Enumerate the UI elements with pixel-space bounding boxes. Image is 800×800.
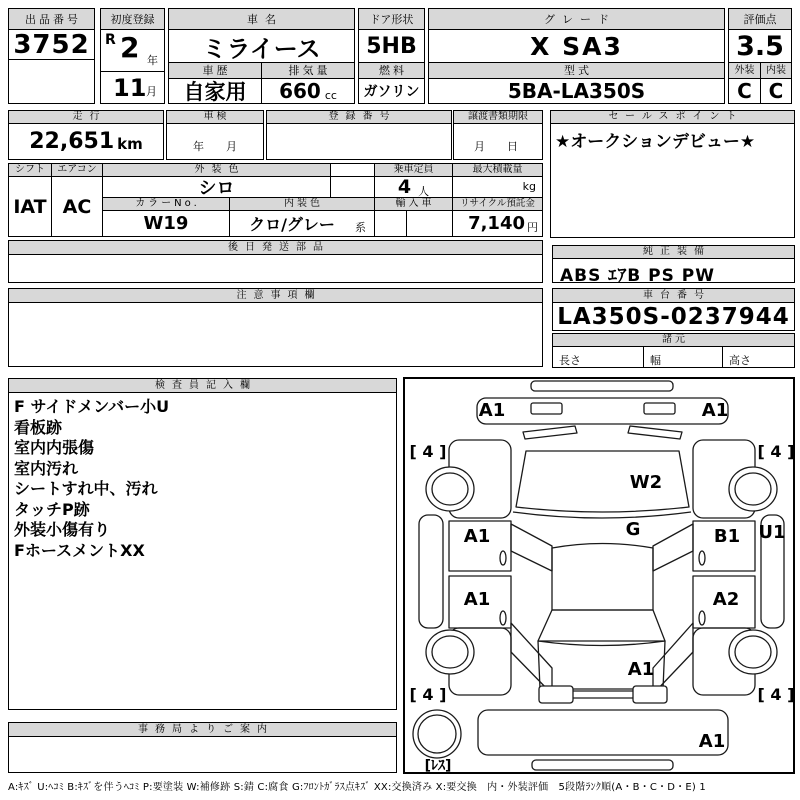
capacity-value-cell xyxy=(374,176,453,198)
interior-grade-header: 内装 xyxy=(760,62,792,79)
damage-marker-rear-door-right: A2 xyxy=(712,589,740,610)
mileage-value: 22,651 xyxy=(29,129,115,154)
import-header: 輸入車 xyxy=(374,197,453,211)
wheel-rear-right-icon xyxy=(729,630,777,674)
damage-marker-front-door-left: A1 xyxy=(463,526,491,547)
exterior-grade-value: C xyxy=(728,78,761,104)
damage-marker-rear-door-left: A1 xyxy=(463,589,491,610)
headlight-left-icon xyxy=(531,403,562,414)
transfer-deadline-value-cell xyxy=(453,123,543,160)
displacement-header: 排気量 xyxy=(261,62,355,79)
spec-length-label: 長さ xyxy=(559,354,581,367)
front-panel xyxy=(477,398,728,424)
spec-length-cell xyxy=(552,346,644,368)
damage-marker-hatch: A1 xyxy=(627,659,655,680)
inspector-note-line: シートすれ中、汚れ xyxy=(14,479,158,498)
door-handle-icon xyxy=(699,611,705,625)
aircon-value: AC xyxy=(51,176,103,237)
damage-marker-roof: G xyxy=(625,519,641,540)
history-value: 自家用 xyxy=(168,78,262,104)
year-unit: 年 xyxy=(147,54,158,67)
lot-number-empty-cell xyxy=(8,59,95,104)
door-handle-icon xyxy=(500,611,506,625)
door-shape-header: ドア形状 xyxy=(358,8,425,30)
caution-body xyxy=(8,302,543,367)
tail-light-left-icon xyxy=(539,686,573,703)
tire-marker-rear-right: [ 4 ] xyxy=(757,685,793,704)
grade-header: グレード xyxy=(428,8,725,30)
exterior-color-header: 外装色 xyxy=(102,163,331,177)
max-load-unit: kg xyxy=(522,180,536,193)
damage-diagram-box xyxy=(403,377,795,774)
capacity-value: 4 xyxy=(397,176,412,198)
inspector-note-line: F サイドメンバー小U xyxy=(14,397,170,416)
chassis-number-header: 車台番号 xyxy=(552,288,795,303)
inspector-note-line: タッチP跡 xyxy=(14,499,90,519)
color-number-header: カラーNo. xyxy=(102,197,230,211)
spare-tire-marker: [ﾚｽ] xyxy=(424,758,452,772)
color-number-value: W19 xyxy=(102,210,230,237)
inspector-note-line: 看板跡 xyxy=(14,417,63,437)
cowl-line xyxy=(513,512,691,518)
exterior-grade-header: 外装 xyxy=(728,62,761,79)
windshield xyxy=(516,451,689,512)
interior-color-suffix: 系 xyxy=(355,221,366,234)
displacement-value-cell xyxy=(261,78,355,104)
car-diagram xyxy=(405,379,793,772)
lot-number-value: 3752 xyxy=(8,29,95,60)
door-shape-value: 5HB xyxy=(358,29,425,63)
wheel-rear-left-icon xyxy=(426,630,474,674)
exterior-color-value: シロ xyxy=(102,176,331,198)
import-cell-a xyxy=(374,210,407,237)
inspector-note-line: 外装小傷有り xyxy=(14,520,111,539)
specs-header: 諸元 xyxy=(552,333,795,347)
oem-equipment-value: ABS ｴｱB PS PW xyxy=(560,266,715,286)
tire-marker-front-right: [ 4 ] xyxy=(757,442,793,461)
shift-header: シフト xyxy=(8,163,52,177)
registration-month: 11 xyxy=(113,74,147,102)
inspector-note-line: FホースメントXX xyxy=(14,540,145,560)
registration-number-header: 登録番号 xyxy=(266,110,452,124)
spec-width-label: 幅 xyxy=(650,354,661,367)
shaken-value-cell xyxy=(166,123,264,160)
transfer-deadline-placeholder: 月 日 xyxy=(474,140,518,153)
wiper-right-icon xyxy=(628,426,682,439)
damage-marker-front-bumper-left: A1 xyxy=(478,400,506,421)
first-registration-header: 初度登録 xyxy=(100,8,165,30)
era-code: R xyxy=(105,32,116,48)
score-value: 3.5 xyxy=(728,29,792,63)
tire-marker-rear-left: [ 4 ] xyxy=(409,685,447,704)
interior-grade-value: C xyxy=(760,78,792,104)
side-glass-front-right xyxy=(653,524,693,571)
rear-bumper-strip xyxy=(532,760,673,770)
door-handle-icon xyxy=(699,551,705,565)
exterior-color-spacer-cell xyxy=(330,176,375,198)
chassis-number-value: LA350S-0237944 xyxy=(552,302,795,331)
rocker-left xyxy=(419,515,443,628)
side-glass-rear-right xyxy=(653,623,693,694)
max-load-value-cell xyxy=(452,176,543,198)
model-code-value: 5BA-LA350S xyxy=(428,78,725,104)
capacity-header: 乗車定員 xyxy=(374,163,453,177)
mileage-header: 走行 xyxy=(8,110,164,124)
mileage-value-cell xyxy=(8,123,164,160)
lot-number-header: 出品番号 xyxy=(8,8,95,30)
fuel-value: ガソリン xyxy=(358,78,425,104)
inspector-note-line: 室内内張傷 xyxy=(14,438,95,457)
interior-color-header: 内装色 xyxy=(229,197,375,211)
oem-equipment-body xyxy=(552,258,795,286)
interior-color-value: クロ/グレー xyxy=(249,215,335,234)
headlight-right-icon xyxy=(644,403,675,414)
spec-height-cell xyxy=(722,346,795,368)
shaken-placeholder: 年 月 xyxy=(193,140,237,153)
rear-window xyxy=(538,610,665,646)
later-parts-body xyxy=(8,254,543,283)
damage-code-legend: A:ｷｽﾞ U:ﾍｺﾐ B:ｷｽﾞを伴うﾍｺﾐ P:要塗装 W:補修跡 S:錆 C:腐食 G:ﾌﾛﾝﾄｶﾞﾗｽ点ｷｽﾞ XX:交換済み X:要交換 内・外装評価 5段階ﾗﾝｸ順(A・B・C・D・E) 1 xyxy=(8,782,706,793)
spec-height-label: 高さ xyxy=(729,354,751,367)
side-glass-front-left xyxy=(511,524,552,571)
displacement-value: 660 xyxy=(279,79,321,103)
recycle-deposit-cell xyxy=(452,210,543,237)
inspector-note-line: 室内汚れ xyxy=(14,458,79,478)
recycle-deposit-unit: 円 xyxy=(527,220,538,234)
history-header: 車歴 xyxy=(168,62,262,79)
model-code-header: 型式 xyxy=(428,62,725,79)
spare-tire-icon xyxy=(413,710,461,758)
aircon-header: エアコン xyxy=(51,163,103,177)
sales-point-body xyxy=(550,123,795,238)
sales-point-text: ★オークションデビュー★ xyxy=(555,132,756,152)
damage-marker-windshield: W2 xyxy=(629,472,663,493)
oem-equipment-header: 純正装備 xyxy=(552,245,795,259)
rear-bumper xyxy=(478,710,728,755)
later-parts-header: 後日発送部品 xyxy=(8,240,543,255)
tailgate-edge-lines xyxy=(573,691,633,698)
wheel-front-right-icon xyxy=(729,467,777,511)
spec-width-cell xyxy=(643,346,723,368)
recycle-deposit-value: 7,140 xyxy=(468,213,525,234)
exterior-color-spacer-header xyxy=(330,163,375,177)
wiper-left-icon xyxy=(523,426,577,439)
first-registration-month-cell xyxy=(100,71,165,104)
inspector-notes-header: 検査員記入欄 xyxy=(8,378,397,393)
mileage-unit: km xyxy=(117,134,143,153)
sales-point-header: セールスポイント xyxy=(550,110,795,124)
interior-color-value-cell xyxy=(229,210,375,237)
car-name-value: ミライース xyxy=(168,29,355,63)
tail-light-right-icon xyxy=(633,686,667,703)
first-registration-year-cell xyxy=(100,29,165,72)
displacement-unit: cc xyxy=(324,88,337,102)
registration-year: 2 xyxy=(120,31,140,64)
door-handle-icon xyxy=(500,551,506,565)
car-name-header: 車名 xyxy=(168,8,355,30)
office-info-body xyxy=(8,736,397,773)
front-bumper-strip xyxy=(531,381,673,391)
damage-marker-rocker-right: U1 xyxy=(758,522,786,543)
tire-marker-front-left: [ 4 ] xyxy=(409,442,447,461)
grade-value: X SA3 xyxy=(428,29,725,63)
shift-value: IAT xyxy=(8,176,52,237)
registration-number-value-cell xyxy=(266,123,452,160)
office-info-header: 事務局よりご案内 xyxy=(8,722,397,737)
max-load-header: 最大積載量 xyxy=(452,163,543,177)
month-unit: 月 xyxy=(146,85,157,98)
score-header: 評価点 xyxy=(728,8,792,30)
wheel-front-left-icon xyxy=(426,467,474,511)
import-cell-b xyxy=(406,210,453,237)
shaken-header: 車検 xyxy=(166,110,264,124)
inspector-notes-body xyxy=(8,392,397,710)
transfer-deadline-header: 譲渡書類期限 xyxy=(453,110,543,124)
recycle-deposit-header: リサイクル預託金 xyxy=(452,197,543,211)
damage-marker-front-bumper-right: A1 xyxy=(701,400,729,421)
side-glass-rear-left xyxy=(511,623,552,694)
damage-marker-front-door-right: B1 xyxy=(713,526,741,547)
caution-header: 注意事項欄 xyxy=(8,288,543,303)
fuel-header: 燃料 xyxy=(358,62,425,79)
damage-marker-rear-bumper: A1 xyxy=(698,731,726,752)
capacity-unit: 人 xyxy=(418,184,430,198)
cabin-floor xyxy=(552,544,653,611)
